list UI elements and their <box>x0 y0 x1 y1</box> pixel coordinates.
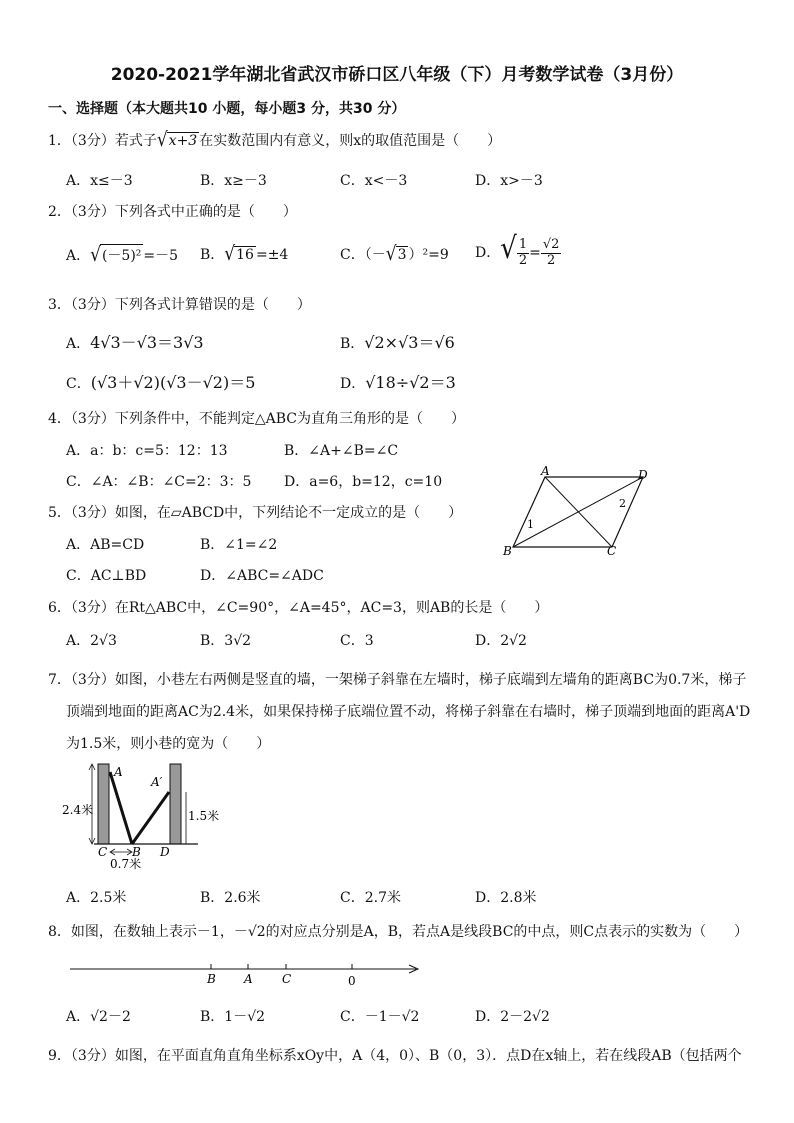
q6-option-a[interactable]: A．2√3 <box>66 633 117 649</box>
question-7-line-3: 为1.5米，则小巷的宽为（ ） <box>66 736 271 752</box>
q3-option-d[interactable]: D．√18÷√2＝3 <box>340 373 456 392</box>
point-c: C <box>98 845 108 859</box>
q7-option-c[interactable]: C．2.7米 <box>340 890 401 906</box>
q8-option-a[interactable]: A．√2－2 <box>66 1009 131 1025</box>
q6-option-b[interactable]: B．3√2 <box>200 633 252 649</box>
point-a: A <box>114 765 123 779</box>
q7-option-b[interactable]: B．2.6米 <box>200 890 261 906</box>
angle-1-label: 1 <box>527 518 534 531</box>
point-a-prime: A′ <box>151 775 163 789</box>
question-3: 3．（3分）下列各式计算错误的是（ ） <box>48 297 311 313</box>
q5-option-d[interactable]: D．∠ABC=∠ADC <box>200 568 324 584</box>
question-7-line-1: 7．（3分）如图，小巷左右两侧是竖直的墙，一架梯子斜靠在左墙时，梯子底端到左墙角的距离BC为0.7米，梯子 <box>48 672 747 688</box>
page-title: 2020-2021学年湖北省武汉市硚口区八年级（下）月考数学试卷（3月份） <box>110 65 684 85</box>
q1-option-b[interactable]: B．x≥－3 <box>200 173 267 189</box>
vertex-b: B <box>503 544 512 558</box>
origin-label: 0 <box>348 974 356 988</box>
q7-option-a[interactable]: A．2.5米 <box>66 890 127 906</box>
question-2: 2．（3分）下列各式中正确的是（ ） <box>48 204 297 220</box>
ladder-figure <box>62 758 220 871</box>
q1-option-d[interactable]: D．x>－3 <box>475 173 543 189</box>
q4-option-d[interactable]: D．a=6，b=12，c=10 <box>284 474 443 490</box>
q7-option-d[interactable]: D．2.8米 <box>475 890 537 906</box>
q5-option-a[interactable]: A．AB=CD <box>66 537 145 553</box>
vertex-d: D <box>638 468 648 482</box>
point-a-label: A <box>244 972 253 986</box>
ladder-left <box>110 772 132 844</box>
question-9: 9．（3分）如图，在平面直角直角坐标系xOy中，A（4，0）、B（0，3）．点D在x轴上，若在线段AB（包括两个 <box>48 1048 742 1064</box>
q8-option-b[interactable]: B．1－√2 <box>200 1009 266 1025</box>
q1-option-c[interactable]: C．x<－3 <box>340 173 408 189</box>
q4-option-b[interactable]: B．∠A+∠B=∠C <box>284 443 399 459</box>
q6-option-d[interactable]: D．2√2 <box>475 633 527 649</box>
question-7-line-2: 顶端到地面的距离AC为2.4米，如果保持梯子底端位置不动，将梯子斜靠在右墙时，梯子顶端到地面的距离A'D <box>66 704 751 720</box>
point-d: D <box>160 845 170 859</box>
question-6: 6．（3分）在Rt△ABC中，∠C=90°，∠A=45°，AC=3，则AB的长是（ ） <box>48 600 549 616</box>
q2-option-b[interactable]: B．√16 =±4 <box>200 242 289 266</box>
point-c-label: C <box>282 972 292 986</box>
q4-option-a[interactable]: A．a：b：c=5：12：13 <box>66 443 228 459</box>
parallelogram-figure <box>495 465 665 560</box>
point-b: B <box>132 845 141 859</box>
q2-option-c[interactable]: C．（－√3 ）²=9 <box>340 242 449 266</box>
q2-option-d[interactable]: D．√ $\frac{1}{2}$ = $\frac{√2}{2}$ <box>475 231 560 268</box>
left-wall <box>98 764 109 844</box>
height-label-right: 1.5米 <box>188 809 220 823</box>
height-label-left: 2.4米 <box>62 803 94 817</box>
right-wall <box>170 764 181 844</box>
q3-option-b[interactable]: B．√2×√3＝√6 <box>340 333 455 352</box>
q8-option-c[interactable]: C．－1－√2 <box>340 1009 420 1025</box>
point-b-label: B <box>207 972 216 986</box>
q6-option-c[interactable]: C．3 <box>340 633 374 649</box>
q8-option-d[interactable]: D．2－2√2 <box>475 1009 550 1025</box>
q4-option-c[interactable]: C．∠A：∠B：∠C=2：3：5 <box>66 474 252 490</box>
section-heading: 一、选择题（本大题共10 小题，每小题3 分，共30 分） <box>48 101 406 117</box>
ladder-right <box>132 792 169 844</box>
vertex-c: C <box>607 544 617 558</box>
angle-2-label: 2 <box>619 497 626 510</box>
q5-option-b[interactable]: B．∠1=∠2 <box>200 537 278 553</box>
question-1: 1．（3分）若式子√x+3 在实数范围内有意义，则x的取值范围是（ ） <box>48 128 502 152</box>
q3-option-a[interactable]: A．4√3－√3＝3√3 <box>66 333 204 352</box>
q3-option-c[interactable]: C．(√3＋√2)(√3－√2)＝5 <box>66 373 256 392</box>
number-line-figure <box>66 955 426 995</box>
q2-option-a[interactable]: A．√(－5)² =－5 <box>66 243 179 267</box>
q1-option-a[interactable]: A．x≤－3 <box>66 173 133 189</box>
question-4: 4．（3分）下列条件中，不能判定△ABC为直角三角形的是（ ） <box>48 411 465 427</box>
question-8: 8．如图，在数轴上表示－1，－√2的对应点分别是A，B，若点A是线段BC的中点，则C点表示的实数为（ ） <box>48 924 749 940</box>
diagonal-bd <box>513 477 643 547</box>
q5-option-c[interactable]: C．AC⊥BD <box>66 568 147 584</box>
width-label: 0.7米 <box>110 857 142 871</box>
question-5: 5．（3分）如图，在▱ABCD中，下列结论不一定成立的是（ ） <box>48 505 463 521</box>
vertex-a: A <box>541 464 550 478</box>
